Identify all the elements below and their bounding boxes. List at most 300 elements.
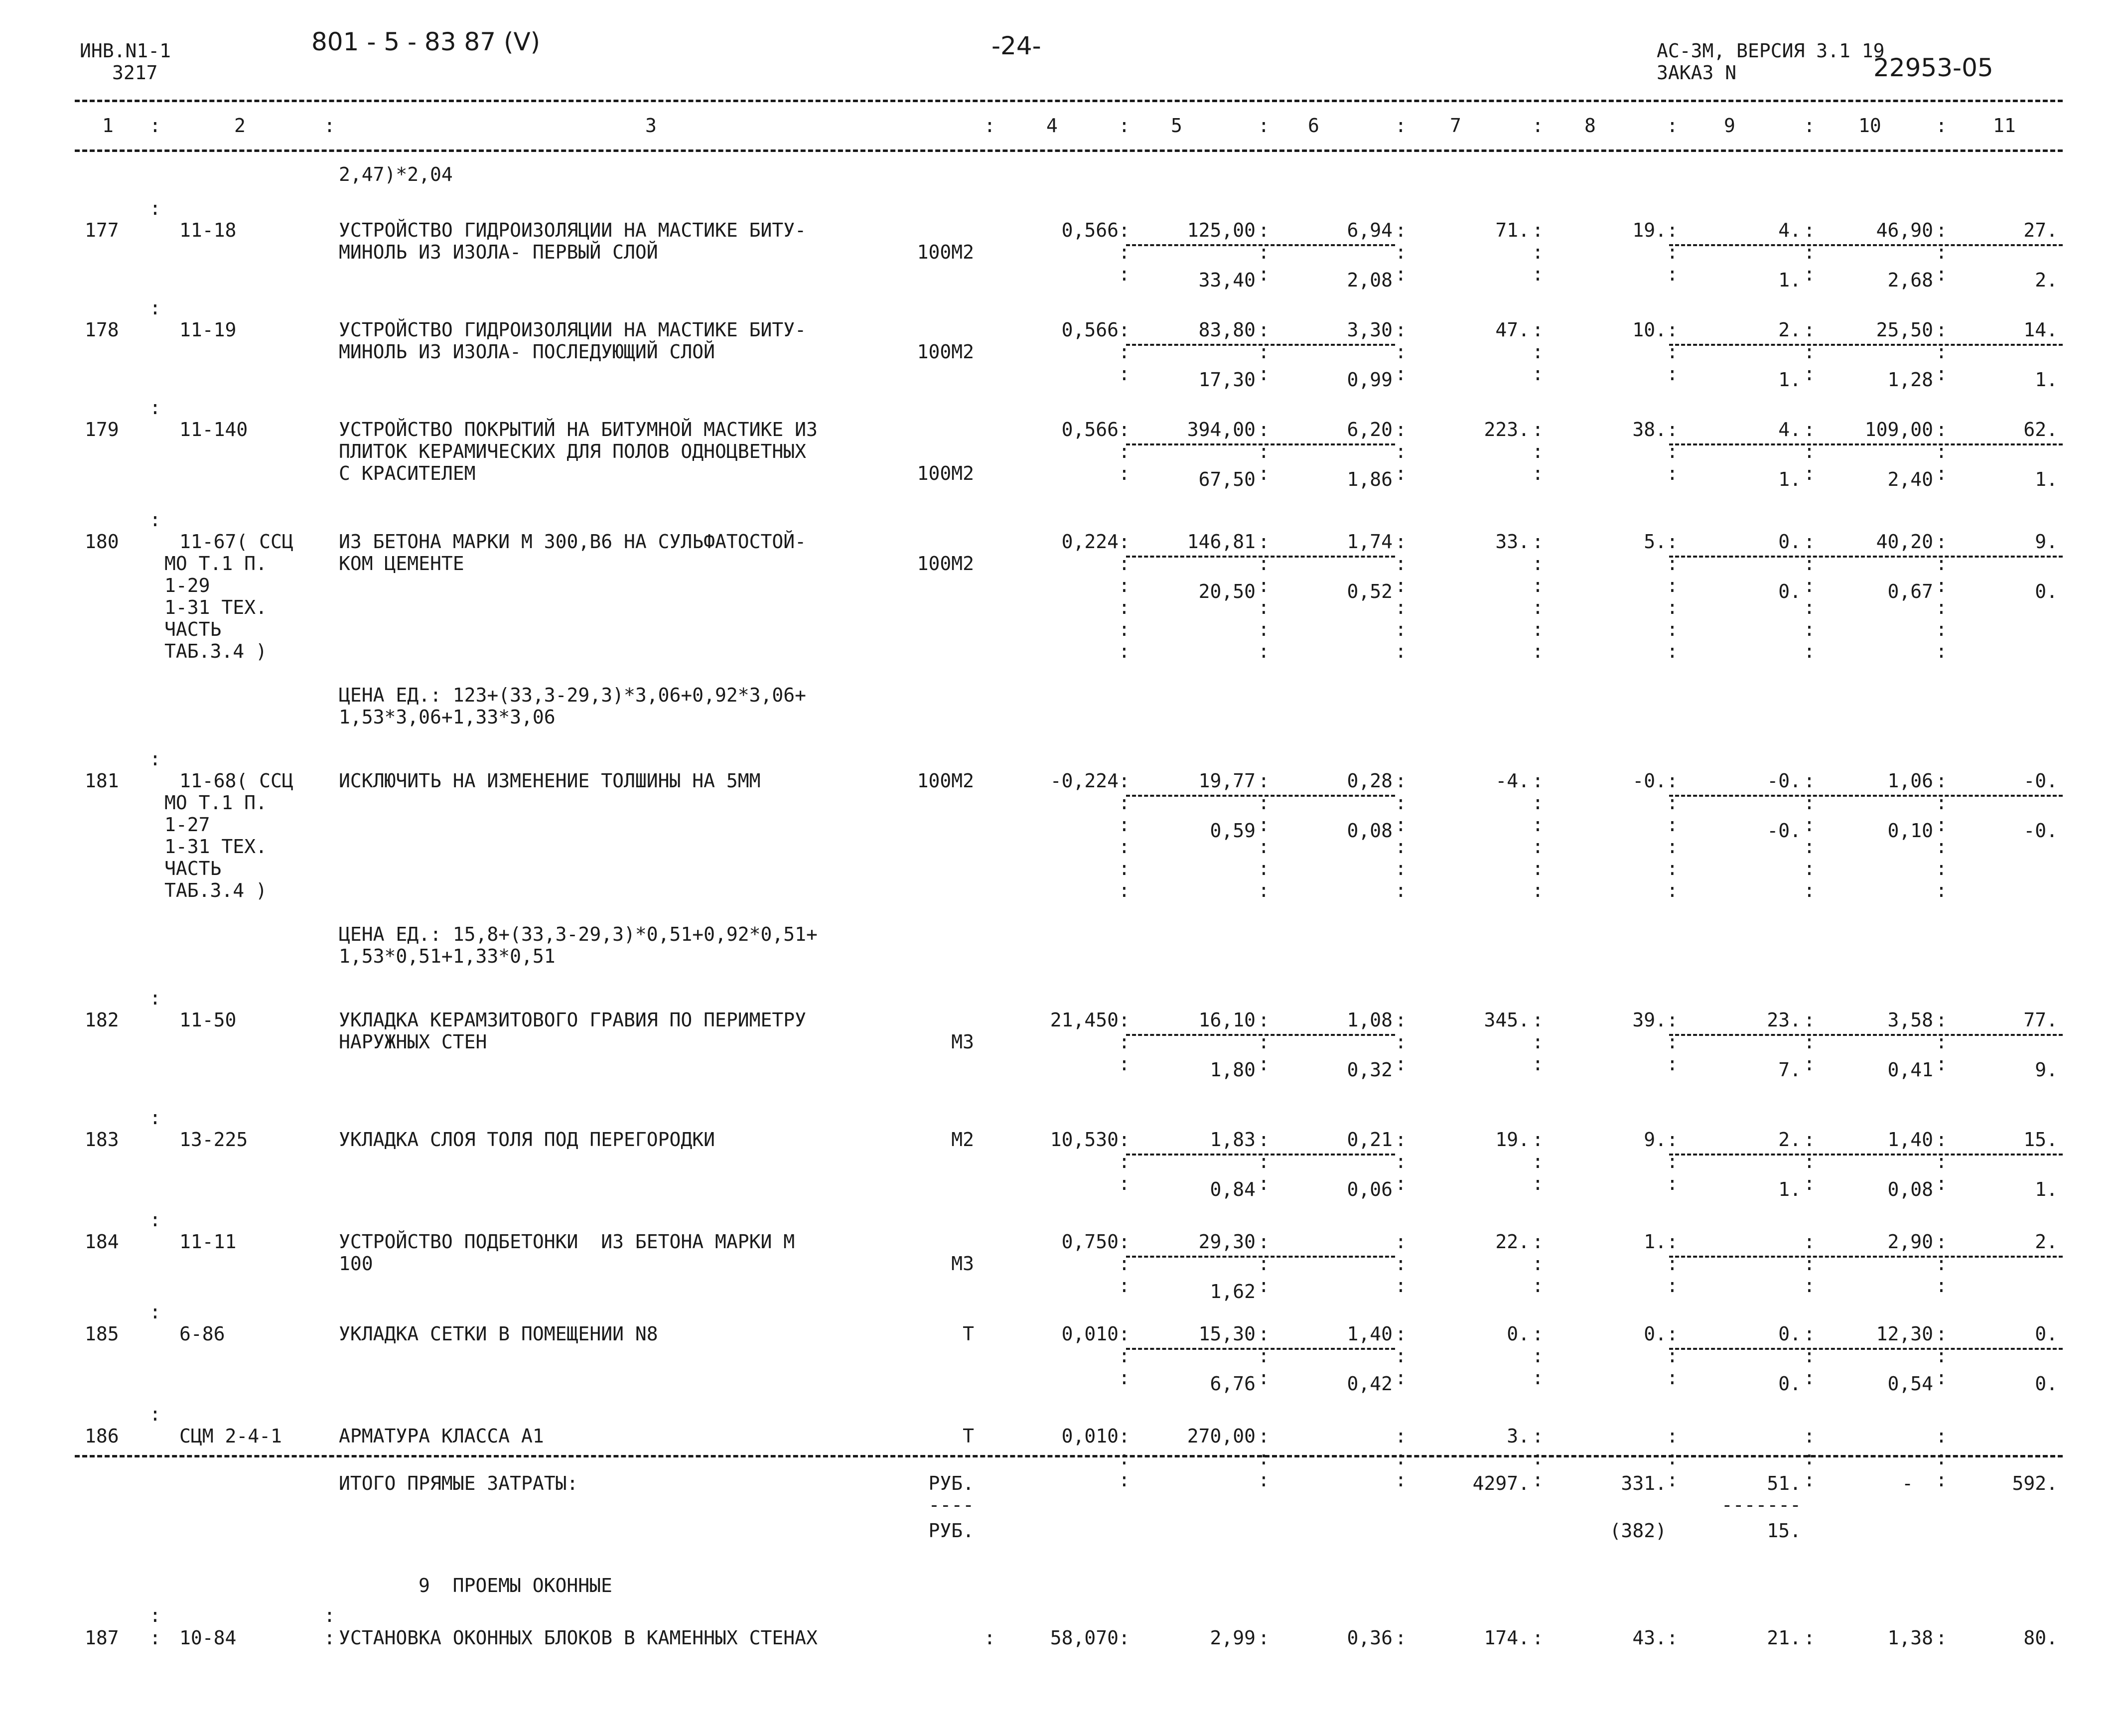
work-description: НАРУЖНЫХ СТЕН — [339, 1031, 487, 1053]
column-separator: : — [149, 748, 161, 770]
unit-of-measure: М3 — [951, 1253, 974, 1275]
column-separator: : — [1667, 596, 1678, 618]
column-separator: : — [1667, 319, 1678, 341]
column-separator: : — [1258, 1425, 1270, 1447]
column-separator: : — [1936, 1053, 1947, 1075]
work-description: УКЛАДКА СЕТКИ В ПОМЕЩЕНИИ N8 — [339, 1323, 658, 1345]
column-separator: : — [324, 1627, 335, 1649]
cell-c5: 146,81 — [1187, 531, 1256, 553]
column-header-2: 2 — [234, 115, 246, 137]
column-separator: : — [1258, 1275, 1270, 1297]
column-separator: : — [1936, 115, 1947, 137]
column-separator: : — [1667, 640, 1678, 662]
cell-c11b: -0. — [2023, 820, 2058, 842]
column-separator: : — [984, 115, 995, 137]
column-separator: : — [1532, 341, 1544, 363]
cell-c5: 270,00 — [1187, 1425, 1256, 1447]
column-separator: : — [1532, 1345, 1544, 1367]
totals-dash-2: ------- — [1721, 1494, 1801, 1516]
cell-c9: 0. — [1778, 1323, 1801, 1345]
column-separator: : — [1119, 770, 1130, 792]
column-separator: : — [1258, 1469, 1270, 1491]
price-note: 1,53*0,51+1,33*0,51 — [339, 945, 556, 967]
column-separator: : — [1532, 1323, 1544, 1345]
column-separator: : — [1804, 553, 1815, 575]
cell-c10b: 0,67 — [1887, 580, 1933, 602]
column-separator: : — [1804, 836, 1815, 858]
column-header-4: 4 — [1046, 115, 1058, 137]
column-separator: : — [1804, 879, 1815, 901]
rate-code: 11-11 — [179, 1231, 237, 1253]
column-separator: : — [1804, 792, 1815, 814]
cell-c6: 6,94 — [1347, 219, 1393, 241]
price-note: 1,53*3,06+1,33*3,06 — [339, 706, 556, 728]
cell-c5b: 6,76 — [1210, 1373, 1256, 1395]
column-separator: : — [1532, 1053, 1544, 1075]
column-separator: : — [1936, 1172, 1947, 1194]
column-separator: : — [1258, 1231, 1270, 1253]
column-separator: : — [149, 115, 161, 137]
column-separator: : — [1258, 531, 1270, 553]
column-separator: : — [1119, 1172, 1130, 1194]
column-separator: : — [1258, 1627, 1270, 1649]
rate-code-line: МО Т.1 П. — [164, 792, 267, 814]
column-separator: : — [1258, 263, 1270, 285]
column-separator: : — [1532, 1275, 1544, 1297]
cell-c10: 25,50 — [1876, 319, 1933, 341]
column-separator: : — [1667, 1425, 1678, 1447]
column-separator: : — [1258, 1053, 1270, 1075]
header-rule-top — [75, 100, 2063, 102]
column-header-11: 11 — [1993, 115, 2016, 137]
column-separator: : — [1119, 419, 1130, 440]
cell-c11: 27. — [2023, 219, 2058, 241]
column-separator: : — [1532, 263, 1544, 285]
column-separator: : — [1667, 1172, 1678, 1194]
column-separator: : — [1936, 1425, 1947, 1447]
column-separator: : — [1119, 115, 1130, 137]
column-separator: : — [1667, 341, 1678, 363]
column-separator: : — [1804, 770, 1815, 792]
cell-c6b: 0,06 — [1347, 1178, 1393, 1200]
column-separator: : — [1258, 363, 1270, 385]
cell-c10b: 0,08 — [1887, 1178, 1933, 1200]
rate-code-line: 1-31 ТЕХ. — [164, 836, 267, 858]
column-separator: : — [1532, 1469, 1544, 1491]
column-separator: : — [1258, 1253, 1270, 1275]
cell-c6: 6,20 — [1347, 419, 1393, 440]
cell-c5: 2,99 — [1210, 1627, 1256, 1649]
column-separator: : — [1119, 263, 1130, 285]
cell-c10: 1,40 — [1887, 1129, 1933, 1151]
row-number: 183 — [85, 1129, 119, 1151]
column-separator: : — [1395, 363, 1407, 385]
unit-of-measure: 100М2 — [917, 241, 974, 263]
column-separator: : — [1258, 1151, 1270, 1172]
column-separator: : — [1119, 1231, 1130, 1253]
cell-c8: 1. — [1644, 1231, 1667, 1253]
column-separator: : — [1804, 319, 1815, 341]
sub-rule — [1669, 1348, 2063, 1350]
column-separator: : — [1532, 1151, 1544, 1172]
column-separator: : — [1258, 219, 1270, 241]
work-description: УСТРОЙСТВО ГИДРОИЗОЛЯЦИИ НА МАСТИКЕ БИТУ- — [339, 219, 806, 241]
column-separator: : — [1258, 1129, 1270, 1151]
column-separator: : — [1804, 341, 1815, 363]
price-note: ЦЕНА ЕД.: 123+(33,3-29,3)*3,06+0,92*3,06+ — [339, 684, 806, 706]
cell-c5b: 0,59 — [1210, 820, 1256, 842]
column-separator: : — [1804, 1627, 1815, 1649]
price-note: ЦЕНА ЕД.: 15,8+(33,3-29,3)*0,51+0,92*0,51+ — [339, 923, 818, 945]
column-separator: : — [1804, 640, 1815, 662]
column-separator: : — [1258, 419, 1270, 440]
column-separator: : — [1119, 618, 1130, 640]
cell-c6: 3,30 — [1347, 319, 1393, 341]
order-number: 22953-05 — [1873, 53, 1993, 82]
column-separator: : — [1119, 1469, 1130, 1491]
column-separator: : — [1936, 341, 1947, 363]
cell-qty: 0,010 — [1061, 1323, 1119, 1345]
column-separator: : — [1667, 263, 1678, 285]
column-separator: : — [1532, 440, 1544, 462]
column-header-7: 7 — [1450, 115, 1461, 137]
cell-c9b: 7. — [1778, 1059, 1801, 1081]
column-separator: : — [1936, 1469, 1947, 1491]
column-separator: : — [1258, 341, 1270, 363]
column-separator: : — [1667, 1469, 1678, 1491]
column-separator: : — [1936, 1253, 1947, 1275]
column-separator: : — [1936, 1447, 1947, 1469]
totals-label: ИТОГО ПРЯМЫЕ ЗАТРАТЫ: — [339, 1472, 578, 1494]
cell-c7: 71. — [1495, 219, 1530, 241]
column-separator: : — [1532, 836, 1544, 858]
column-separator: : — [1667, 1367, 1678, 1389]
cell-c10: 109,00 — [1864, 419, 1933, 440]
cell-c7: 3. — [1507, 1425, 1530, 1447]
cell-c11b: 0. — [2035, 580, 2058, 602]
column-separator: : — [1258, 1009, 1270, 1031]
totals-rule — [75, 1455, 2063, 1457]
cell-c10: 40,20 — [1876, 531, 1933, 553]
column-separator: : — [1804, 618, 1815, 640]
row-number: 187 — [85, 1627, 119, 1649]
column-separator: : — [1258, 440, 1270, 462]
header-rule-bottom — [75, 149, 2063, 152]
cell-c10: 1,06 — [1887, 770, 1933, 792]
unit-of-measure: М2 — [951, 1129, 974, 1151]
column-separator: : — [1936, 241, 1947, 263]
cell-c6: 0,36 — [1347, 1627, 1393, 1649]
column-separator: : — [1804, 219, 1815, 241]
column-separator: : — [1936, 836, 1947, 858]
cell-c5: 19,77 — [1198, 770, 1256, 792]
column-separator: : — [1936, 440, 1947, 462]
work-description: ПЛИТОК КЕРАМИЧЕСКИХ ДЛЯ ПОЛОВ ОДНОЦВЕТНЫХ — [339, 440, 806, 462]
column-header-9: 9 — [1724, 115, 1735, 137]
column-separator: : — [1119, 836, 1130, 858]
column-separator: : — [1119, 531, 1130, 553]
column-separator: : — [1395, 1172, 1407, 1194]
totals-unit: РУБ. — [928, 1472, 974, 1494]
cell-c10: 3,58 — [1887, 1009, 1933, 1031]
column-separator: : — [1804, 1009, 1815, 1031]
column-separator: : — [1936, 462, 1947, 484]
column-separator: : — [1395, 1367, 1407, 1389]
column-separator: : — [1258, 836, 1270, 858]
column-separator: : — [1936, 1345, 1947, 1367]
column-separator: : — [1532, 814, 1544, 836]
column-separator: : — [1119, 219, 1130, 241]
cell-c7: 19. — [1495, 1129, 1530, 1151]
column-separator: : — [1395, 219, 1407, 241]
cell-c11: 0. — [2035, 1323, 2058, 1345]
cell-c5b: 17,30 — [1198, 369, 1256, 391]
cell-c10: 46,90 — [1876, 219, 1933, 241]
column-separator: : — [1532, 1425, 1544, 1447]
rate-code-line: ЧАСТЬ — [164, 618, 222, 640]
cell-c7: 0. — [1507, 1323, 1530, 1345]
cell-c9: 2. — [1778, 1129, 1801, 1151]
totals-dash: ---- — [928, 1494, 974, 1516]
column-separator: : — [1119, 1129, 1130, 1151]
column-header-1: 1 — [102, 115, 114, 137]
column-separator: : — [1936, 1367, 1947, 1389]
column-separator: : — [1936, 879, 1947, 901]
cell-c11b: 1. — [2035, 369, 2058, 391]
column-separator: : — [1936, 531, 1947, 553]
cell-c8: 43. — [1632, 1627, 1667, 1649]
unit-of-measure: 100М2 — [917, 462, 974, 484]
cell-c7: 33. — [1495, 531, 1530, 553]
cell-c8: 0. — [1644, 1323, 1667, 1345]
cell-c10b: 0,10 — [1887, 820, 1933, 842]
column-separator: : — [149, 1107, 161, 1129]
column-separator: : — [1804, 1469, 1815, 1491]
column-separator: : — [1532, 858, 1544, 879]
cell-c8: 38. — [1632, 419, 1667, 440]
cell-c11b: 0. — [2035, 1373, 2058, 1395]
cell-c6: 0,21 — [1347, 1129, 1393, 1151]
column-separator: : — [1395, 858, 1407, 879]
column-separator: : — [1804, 1323, 1815, 1345]
column-separator: : — [1804, 1053, 1815, 1075]
column-separator: : — [1258, 814, 1270, 836]
cell-c6: 1,74 — [1347, 531, 1393, 553]
cell-c11: 14. — [2023, 319, 2058, 341]
column-separator: : — [1395, 1323, 1407, 1345]
column-header-3: 3 — [645, 115, 657, 137]
column-separator: : — [1119, 341, 1130, 363]
column-separator: : — [1804, 419, 1815, 440]
totals-c11: 592. — [2012, 1472, 2058, 1494]
rate-code: 11-67( ССЦ — [179, 531, 293, 553]
column-separator: : — [1395, 1627, 1407, 1649]
column-separator: : — [1667, 115, 1678, 137]
row-number: 177 — [85, 219, 119, 241]
work-description: ИЗ БЕТОНА МАРКИ М 300,В6 НА СУЛЬФАТОСТОЙ- — [339, 531, 806, 553]
column-header-6: 6 — [1308, 115, 1319, 137]
column-separator: : — [1119, 440, 1130, 462]
column-separator: : — [1258, 858, 1270, 879]
cell-c7: 47. — [1495, 319, 1530, 341]
column-separator: : — [1667, 440, 1678, 462]
column-separator: : — [1532, 219, 1544, 241]
column-separator: : — [1667, 1275, 1678, 1297]
cell-c9b: 1. — [1778, 269, 1801, 291]
page-number: -24- — [991, 31, 1041, 60]
column-separator: : — [1395, 341, 1407, 363]
cell-c7: 345. — [1484, 1009, 1530, 1031]
sub-rule — [1669, 1154, 2063, 1156]
column-separator: : — [1667, 1231, 1678, 1253]
column-separator: : — [1395, 1151, 1407, 1172]
cell-c6b: 0,52 — [1347, 580, 1393, 602]
column-separator: : — [1804, 115, 1815, 137]
column-separator: : — [1667, 575, 1678, 596]
rate-code-line: ЧАСТЬ — [164, 858, 222, 879]
order-label: ЗАКАЗ N — [1657, 62, 1737, 84]
sub-rule — [1669, 1034, 2063, 1036]
inventory-number: ИНВ.N1-1 — [80, 40, 171, 62]
column-separator: : — [1532, 770, 1544, 792]
column-separator: : — [1258, 1367, 1270, 1389]
column-separator: : — [1936, 263, 1947, 285]
cell-c10b: 1,28 — [1887, 369, 1933, 391]
system-version: АС-3М, ВЕРСИЯ 3.1 19 — [1657, 40, 1885, 62]
cell-c9b: 1. — [1778, 1178, 1801, 1200]
cell-c9: 2. — [1778, 319, 1801, 341]
work-description: УКЛАДКА СЛОЯ ТОЛЯ ПОД ПЕРЕГОРОДКИ — [339, 1129, 715, 1151]
column-separator: : — [1804, 263, 1815, 285]
cell-c11b: 2. — [2035, 269, 2058, 291]
rate-code: 11-18 — [179, 219, 237, 241]
column-separator: : — [1936, 1129, 1947, 1151]
cell-c10: 1,38 — [1887, 1627, 1933, 1649]
cell-c8: 19. — [1632, 219, 1667, 241]
cell-c5: 15,30 — [1198, 1323, 1256, 1345]
column-separator: : — [1804, 1129, 1815, 1151]
column-separator: : — [1667, 1151, 1678, 1172]
column-separator: : — [149, 397, 161, 419]
cell-c5b: 1,62 — [1210, 1281, 1256, 1302]
cell-c11: 77. — [2023, 1009, 2058, 1031]
column-separator: : — [1395, 814, 1407, 836]
cell-c11: 62. — [2023, 419, 2058, 440]
column-separator: : — [1119, 1425, 1130, 1447]
column-separator: : — [1936, 219, 1947, 241]
cell-c11: 9. — [2035, 531, 2058, 553]
cell-c8: 9. — [1644, 1129, 1667, 1151]
column-separator: : — [1119, 1253, 1130, 1275]
column-separator: : — [1936, 1275, 1947, 1297]
cell-c10b: 2,68 — [1887, 269, 1933, 291]
column-separator: : — [149, 987, 161, 1009]
column-separator: : — [1119, 462, 1130, 484]
column-separator: : — [1804, 1231, 1815, 1253]
column-separator: : — [1532, 319, 1544, 341]
cell-c11: 15. — [2023, 1129, 2058, 1151]
column-separator: : — [1936, 792, 1947, 814]
cell-c6b: 0,99 — [1347, 369, 1393, 391]
column-separator: : — [1532, 640, 1544, 662]
column-separator: : — [1119, 1447, 1130, 1469]
rate-code-line: 1-27 — [164, 814, 210, 836]
column-separator: : — [1804, 858, 1815, 879]
column-separator: : — [1395, 1053, 1407, 1075]
column-separator: : — [1804, 531, 1815, 553]
cell-qty: 0,566 — [1061, 219, 1119, 241]
cell-c11b: 1. — [2035, 1178, 2058, 1200]
column-separator: : — [1532, 1367, 1544, 1389]
column-separator: : — [1258, 319, 1270, 341]
column-separator: : — [1119, 575, 1130, 596]
row-number: 185 — [85, 1323, 119, 1345]
column-separator: : — [1936, 596, 1947, 618]
rate-code: 11-50 — [179, 1009, 237, 1031]
cell-c11: 2. — [2035, 1231, 2058, 1253]
column-separator: : — [1395, 1447, 1407, 1469]
column-separator: : — [1258, 1447, 1270, 1469]
column-separator: : — [1667, 1253, 1678, 1275]
column-separator: : — [1936, 1031, 1947, 1053]
sub-rule — [1669, 795, 2063, 797]
column-separator: : — [1119, 1627, 1130, 1649]
column-separator: : — [1395, 836, 1407, 858]
column-separator: : — [1667, 618, 1678, 640]
column-separator: : — [1532, 241, 1544, 263]
column-separator: : — [1119, 241, 1130, 263]
column-separator: : — [1667, 1323, 1678, 1345]
section-title: 9 ПРОЕМЫ ОКОННЫЕ — [419, 1575, 612, 1596]
column-separator: : — [1395, 1275, 1407, 1297]
work-description: С КРАСИТЕЛЕМ — [339, 462, 476, 484]
column-separator: : — [1936, 1323, 1947, 1345]
column-separator: : — [1395, 440, 1407, 462]
cell-c9b: 0. — [1778, 1373, 1801, 1395]
column-separator: : — [1119, 596, 1130, 618]
column-separator: : — [1667, 1009, 1678, 1031]
column-separator: : — [1532, 575, 1544, 596]
column-header-10: 10 — [1858, 115, 1881, 137]
row-number: 179 — [85, 419, 119, 440]
column-separator: : — [1258, 618, 1270, 640]
cell-c8: 5. — [1644, 531, 1667, 553]
cell-c11b: 1. — [2035, 468, 2058, 490]
totals-c9-2: 15. — [1767, 1520, 1801, 1542]
column-separator: : — [1119, 1009, 1130, 1031]
work-description: УСТРОЙСТВО ПОКРЫТИЙ НА БИТУМНОЙ МАСТИКЕ ИЗ — [339, 419, 818, 440]
sub-rule — [1669, 244, 2063, 246]
cell-c8: 10. — [1632, 319, 1667, 341]
cell-c5: 125,00 — [1187, 219, 1256, 241]
column-separator: : — [1119, 1275, 1130, 1297]
column-separator: : — [1804, 575, 1815, 596]
column-separator: : — [1936, 1151, 1947, 1172]
cell-c9: 0. — [1778, 531, 1801, 553]
column-separator: : — [149, 1403, 161, 1425]
cell-c6: 0,28 — [1347, 770, 1393, 792]
column-separator: : — [1258, 1031, 1270, 1053]
column-separator: : — [1936, 640, 1947, 662]
column-separator: : — [1804, 363, 1815, 385]
column-separator: : — [1667, 1031, 1678, 1053]
column-separator: : — [1119, 1345, 1130, 1367]
column-separator: : — [1667, 241, 1678, 263]
rate-code-line: 1-29 — [164, 575, 210, 596]
cell-c10b: 0,54 — [1887, 1373, 1933, 1395]
rate-code: 11-68( ССЦ — [179, 770, 293, 792]
column-separator: : — [1395, 319, 1407, 341]
